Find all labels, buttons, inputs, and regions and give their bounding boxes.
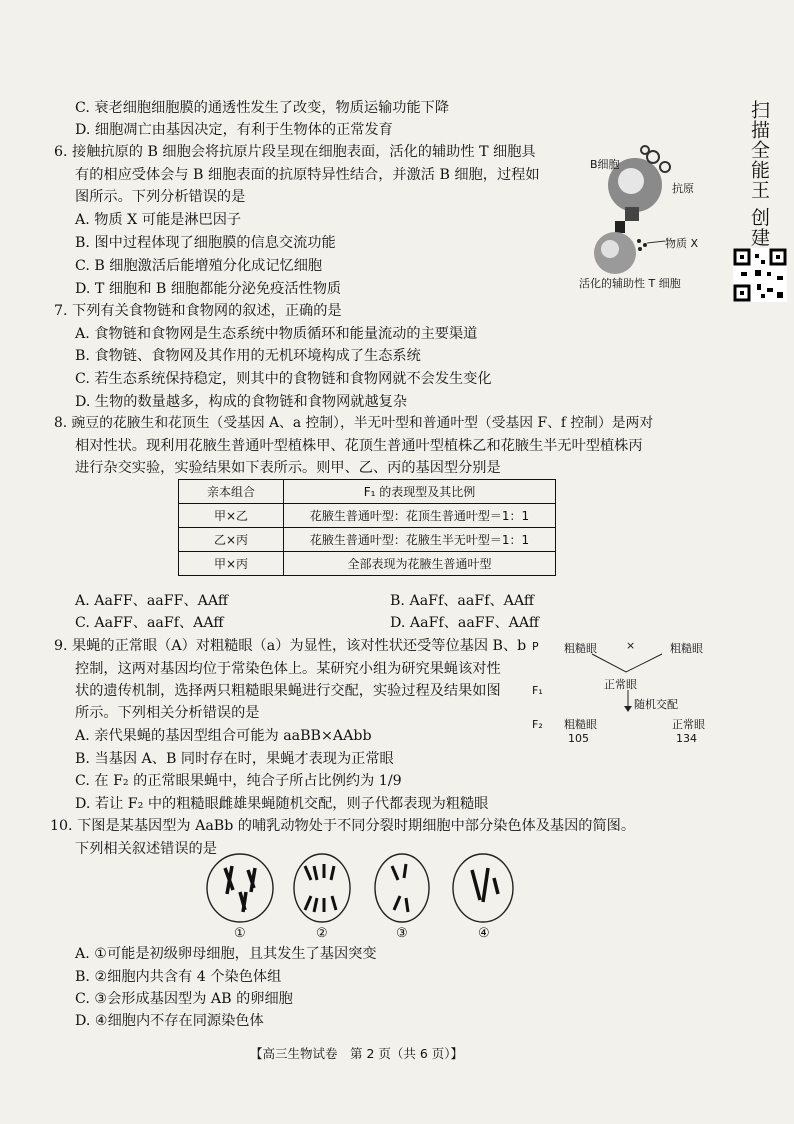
t-cell-label: 活化的辅助性 T 细胞 — [579, 277, 681, 290]
q6-option-a: A. 物质 X 可能是淋巴因子 — [75, 212, 242, 228]
q8-stem-3: 进行杂交实验，实验结果如下表所示。则甲、乙、丙的基因型分别是 — [75, 460, 501, 476]
f2-right-phenotype: 正常眼 — [672, 718, 705, 731]
q8-stem-1: 8. 豌豆的花腋生和花顶生（受基因 A、a 控制），半无叶型和普通叶型（受基因 F、f 控制）是两对 — [54, 415, 654, 431]
q6-stem-2: 有的相应受体会与 B 细胞表面的抗原特异性结合，并激活 B 细胞，过程如 — [75, 167, 540, 183]
table-cell: 全部表现为花腋生普通叶型 — [284, 552, 556, 576]
q5-option-d: D. 细胞凋亡由基因决定，有利于生物体的正常发育 — [75, 122, 393, 138]
q9-option-c: C. 在 F₂ 的正常眼果蝇中，纯合子所占比例约为 1/9 — [75, 773, 402, 789]
q7-option-d: D. 生物的数量越多，构成的食物链和食物网就越复杂 — [75, 394, 408, 410]
q8-option-a: A. AaFF、aaFF、AAff — [75, 593, 228, 609]
antigen-label: 抗原 — [672, 182, 694, 195]
table-cell: 甲×乙 — [179, 504, 284, 528]
f2-label: F₂ — [532, 718, 543, 731]
q9-option-d: D. 若让 F₂ 中的粗糙眼雌雄果蝇随机交配，则子代都表现为粗糙眼 — [75, 796, 489, 812]
qr-code-icon — [733, 248, 787, 302]
cell-4-label: ④ — [478, 926, 490, 941]
table-cell: 花腋生普通叶型：花顶生普通叶型＝1：1 — [284, 504, 556, 528]
table-cell: 甲×丙 — [179, 552, 284, 576]
q6-option-c: C. B 细胞激活后能增殖分化成记忆细胞 — [75, 258, 323, 274]
q7-option-a: A. 食物链和食物网是生态系统中物质循环和能量流动的主要渠道 — [75, 326, 478, 342]
q10-option-a: A. ①可能是初级卵母细胞，且其发生了基因突变 — [75, 946, 377, 962]
substance-x-label: 物质 X — [665, 237, 699, 250]
cell-1-label: ① — [234, 926, 246, 941]
table-cell: 乙×丙 — [179, 528, 284, 552]
cell-3-label: ③ — [396, 926, 408, 941]
table-header: 亲本组合 — [179, 480, 284, 504]
q10-option-d: D. ④细胞内不存在同源染色体 — [75, 1013, 264, 1029]
q6-figure — [579, 145, 715, 290]
q9-stem-4: 所示。下列相关分析错误的是 — [75, 705, 260, 721]
q8-option-c: C. AaFF、aaFf、AAff — [75, 615, 224, 631]
p-left-phenotype: 粗糙眼 — [564, 642, 597, 655]
q9-stem-3: 状的遗传机制，选择两只粗糙眼果蝇进行交配，实验过程及结果如图 — [75, 683, 501, 699]
q9-option-a: A. 亲代果蝇的基因型组合可能为 aaBB×AAbb — [75, 728, 372, 744]
table-cell: 花腋生普通叶型：花腋生半无叶型＝1：1 — [284, 528, 556, 552]
q6-stem-1: 6. 接触抗原的 B 细胞会将抗原片段呈现在细胞表面，活化的辅助性 T 细胞具 — [54, 144, 536, 160]
f1-phenotype: 正常眼 — [604, 678, 637, 691]
q9-figure — [530, 636, 720, 746]
q7-option-c: C. 若生态系统保持稳定，则其中的食物链和食物网就不会发生变化 — [75, 371, 492, 387]
q7-option-b: B. 食物链、食物网及其作用的无机环境构成了生态系统 — [75, 348, 421, 364]
q8-stem-2: 相对性状。现利用花腋生普通叶型植株甲、花顶生普通叶型植株乙和花腋生半无叶型植株丙 — [75, 438, 643, 454]
p-label: P — [532, 640, 539, 653]
q8-table — [178, 479, 556, 576]
qr-pattern — [733, 248, 787, 302]
q8-option-d: D. AaFf、aaFF、AAff — [390, 615, 539, 631]
random-mating-label: 随机交配 — [634, 698, 678, 711]
q9-arrows — [530, 636, 720, 746]
f2-left-count: 105 — [568, 732, 589, 745]
p-right-phenotype: 粗糙眼 — [670, 642, 703, 655]
q5-option-c: C. 衰老细胞细胞膜的通透性发生了改变，物质运输功能下降 — [75, 100, 450, 116]
f2-right-count: 134 — [676, 732, 697, 745]
q6-option-d: D. T 细胞和 B 细胞都能分泌免疫活性物质 — [75, 281, 342, 297]
q6-option-b: B. 图中过程体现了细胞膜的信息交流功能 — [75, 235, 336, 251]
q9-stem-1: 9. 果蝇的正常眼（A）对粗糙眼（a）为显性，该对性状还受等位基因 B、b — [54, 638, 527, 654]
b-cell-label: B细胞 — [590, 158, 620, 171]
q9-option-b: B. 当基因 A、B 同时存在时，果蝇才表现为正常眼 — [75, 751, 394, 767]
scanner-watermark: 扫描全能王 创建 — [748, 100, 770, 248]
q9-stem-2: 控制，这两对基因均位于常染色体上。某研究小组为研究果蝇该对性 — [75, 661, 501, 677]
q6-stem-3: 图所示。下列分析错误的是 — [75, 189, 246, 205]
table-header: F₁ 的表现型及其比例 — [284, 480, 556, 504]
q7-stem: 7. 下列有关食物链和食物网的叙述，正确的是 — [54, 303, 342, 319]
cross-symbol: × — [626, 639, 636, 652]
cell-2-label: ② — [316, 926, 328, 941]
q10-stem-1: 10. 下图是某基因型为 AaBb 的哺乳动物处于不同分裂时期细胞中部分染色体及基因的简图。 — [50, 818, 636, 834]
f1-label: F₁ — [532, 684, 543, 697]
f2-left-phenotype: 粗糙眼 — [564, 718, 597, 731]
q10-stem-2: 下列相关叙述错误的是 — [75, 841, 217, 857]
q10-figure — [200, 848, 530, 944]
q8-option-b: B. AaFf、aaFf、AAff — [390, 593, 534, 609]
q10-option-c: C. ③会形成基因型为 AB 的卵细胞 — [75, 991, 293, 1007]
page-footer: 【高三生物试卷 第 2 页（共 6 页）】 — [250, 1046, 464, 1061]
q10-option-b: B. ②细胞内共含有 4 个染色体组 — [75, 969, 282, 985]
